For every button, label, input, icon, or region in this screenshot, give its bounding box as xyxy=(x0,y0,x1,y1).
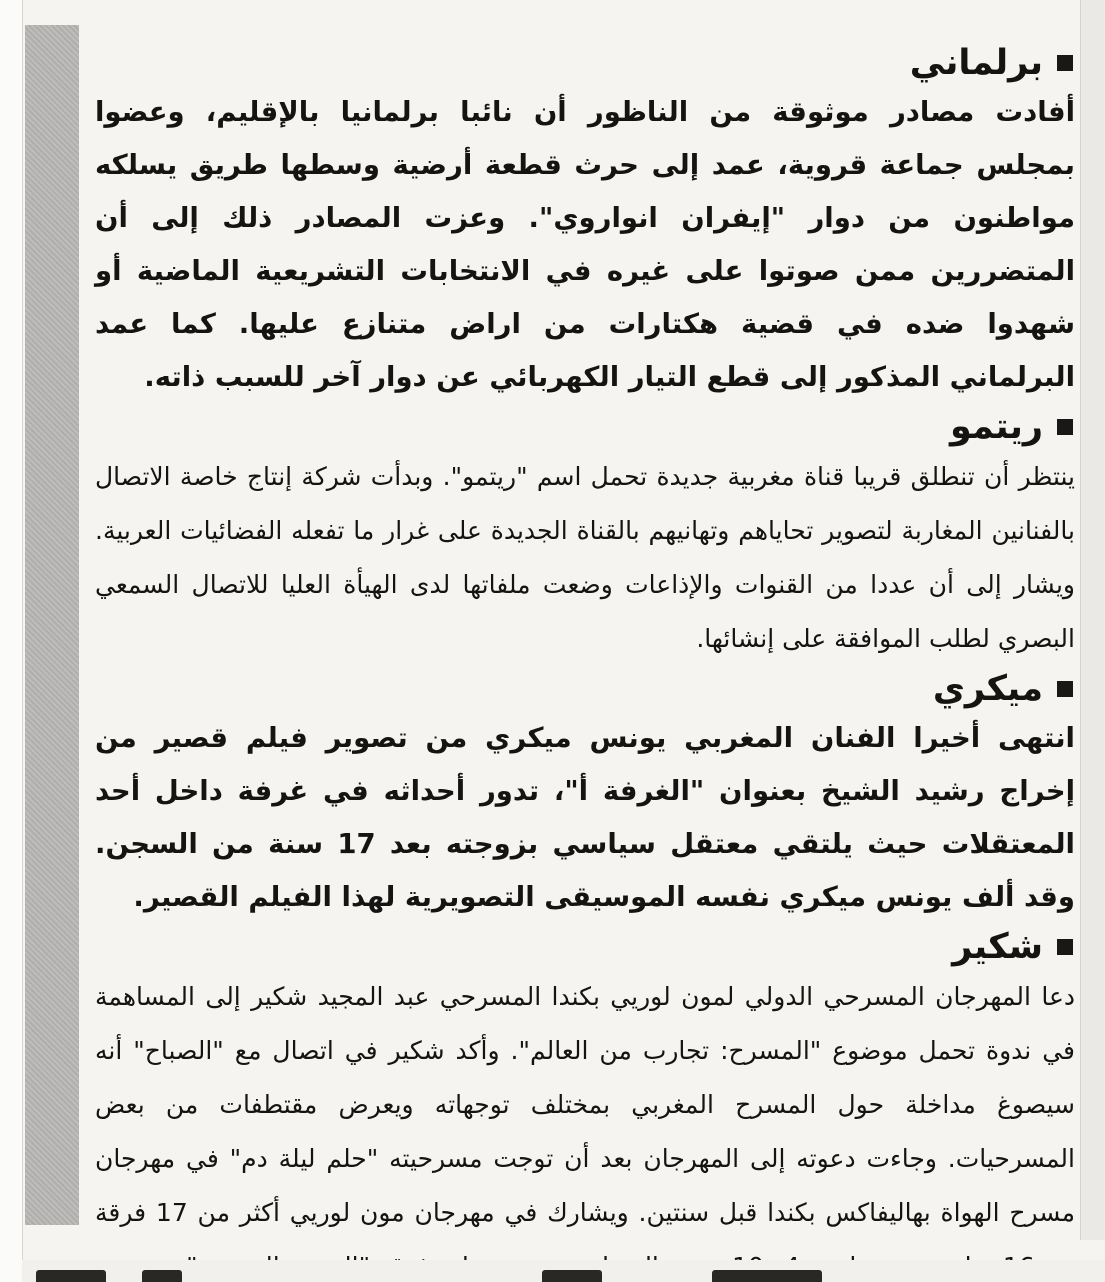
brief-title: ميكري xyxy=(932,669,1043,709)
square-bullet-icon xyxy=(1057,681,1073,697)
column-separator-bar xyxy=(25,25,79,1225)
brief-title: شكير xyxy=(952,927,1043,967)
cropped-text-fragment xyxy=(542,1270,602,1282)
cropped-text-fragment xyxy=(36,1270,106,1282)
square-bullet-icon xyxy=(1057,939,1073,955)
brief-heading xyxy=(95,404,1073,450)
square-bullet-icon xyxy=(1057,419,1073,435)
brief-heading xyxy=(95,40,1073,86)
cropped-text-fragment xyxy=(142,1270,182,1282)
square-bullet-icon xyxy=(1057,55,1073,71)
brief-title: ريتمو xyxy=(950,407,1043,447)
brief-body: انتهى أخيرا الفنان المغربي يونس ميكري من تصوير فيلم قصير من إخراج رشيد الشيخ بعنوان "الغرفة أ"، تدور أحداثه في غرفة داخل أحد المعتقلات حيث يلتقي معتقل سياسي بزوجته بعد 17 سنة من السجن. وقد ألف يونس ميكري نفسه الموسيقى التصويرية لهذا الفيلم القصير. xyxy=(95,722,1075,913)
brief-body: دعا المهرجان المسرحي الدولي لمون لوريي بكندا المسرحي عبد المجيد شكير إلى المساهمة في ندوة تحمل موضوع "المسرح: تجارب من العالم". وأكد شكير في اتصال مع "الصباح" أنه سيصوغ مداخلة حول المسرح المغربي بمختلف توجهاته ويعرض مقتطفات من بعض المسرحيات. وجاءت دعوته إلى المهرجان بعد أن توجت مسرحيته "حلم ليلة دم" في مهرجان مسرح الهواة بهاليفاكس بكندا قبل سنتين. ويشارك في مهرجان مون لوريي أكثر من 17 فرقة xyxy=(95,982,1075,1227)
brief-section xyxy=(95,40,1075,404)
scan-left-margin xyxy=(0,0,23,1282)
brief-section xyxy=(95,404,1075,666)
news-briefs-column xyxy=(95,40,1075,1282)
cut-off-next-article xyxy=(22,1260,1105,1282)
brief-title: برلماني xyxy=(909,43,1043,83)
brief-heading xyxy=(95,666,1073,712)
brief-body: ينتظر أن تنطلق قريبا قناة مغربية جديدة تحمل اسم "ريتمو". وبدأت شركة إنتاج خاصة الاتصال بالفنانين المغاربة لتصوير تحاياهم وتهانيهم بالقناة الجديدة على غرار ما تفعله الفضائيات العربية. ويشار إلى أن عددا من القنوات والإذاعات وضعت ملفاتها لدى الهيأة العليا للاتصال السمعي البصري لطلب الموافقة على إنشائها. xyxy=(95,462,1075,653)
scan-right-margin xyxy=(1080,0,1105,1240)
brief-heading xyxy=(95,924,1073,970)
brief-body: أفادت مصادر موثوقة من الناظور أن نائبا برلمانيا بالإقليم، وعضوا بمجلس جماعة قروية، عمد إلى حرث قطعة أرضية وسطها طريق يسلكه مواطنون من دوار "إيفران انواروي". وعزت المصادر ذلك إلى أن المتضررين ممن صوتوا على غيره في الانتخابات التشريعية الماضية أو شهدوا ضده في قضية هكتارات من اراض متنازع عليها. كما عمد البرلماني المذكور إلى قطع التيار الكهربائي عن دوار آخر للسبب ذاته. xyxy=(95,96,1075,393)
brief-section xyxy=(95,666,1075,924)
cropped-text-fragment xyxy=(712,1270,822,1282)
brief-section xyxy=(95,924,1075,1282)
